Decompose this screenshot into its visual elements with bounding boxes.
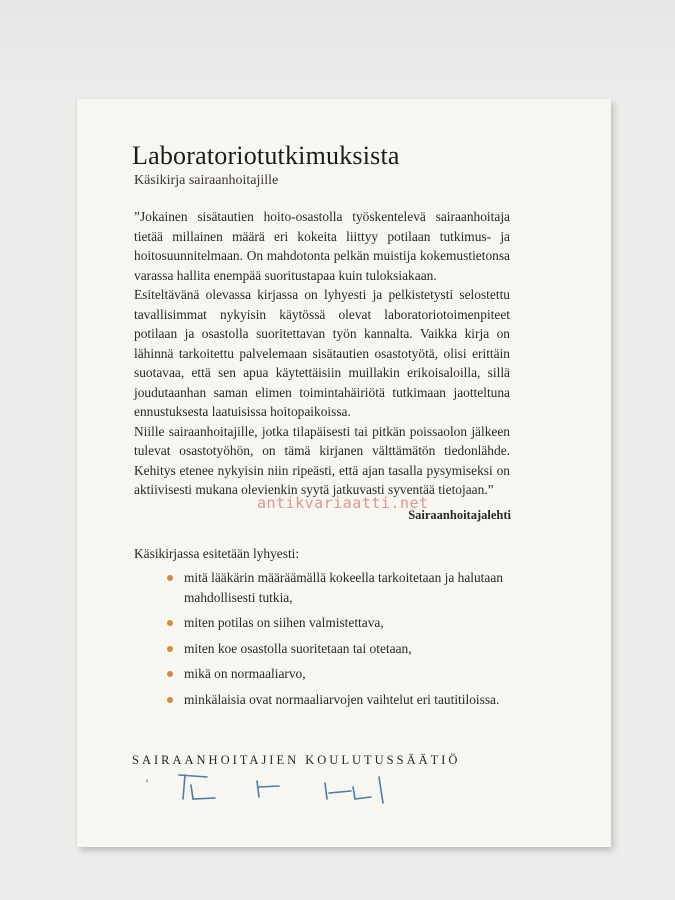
bullet-dot-icon [167,646,173,652]
bullet-dot-icon [167,671,173,677]
book-title: Laboratoriotutkimuksista [132,141,400,170]
quote-paragraph-3: Niille sairaanhoitajille, jotka tilapäisesti tai pitkän poissaolon jälkeen tulevat osastotyöhön, on tämä kirjanen välttämätön tiedonlähde. Kehitys etenee nykyisin niin ripeästi, että ajan tasalla pysymiseksi on aktiivisesti mukana olevienkin syytä jatkuvasti syventää tietojaan.” [134,423,510,497]
bullet-dot-icon [167,620,173,626]
quote-paragraph-2: Esiteltävänä olevassa kirjassa on lyhyesti ja pelkistetysti selostettu tavallisimmat nykyisin käytössä olevat laboratoriotoimenpiteet potilaan ja osastolla suoritettavan työn kannalta. Vaikka kirja on lähinnä tarkoitettu palvelemaan sisätautien osastotyötä, olisi erittäin suotavaa, että sen apua käytettäisiin muillakin erikoisaloilla, sillä joudutaanhan saman elimen toimintahäiriötä tutkimaan jaotteltuna ennustuksesta laatuisissa hoitopaikoissa. [134,287,510,419]
list-intro: Käsikirjassa esitetään lyhyesti: [134,546,300,561]
list-item: mikä on normaaliarvo, [134,664,514,684]
handwritten-signature-icon [167,769,407,809]
contents-list [134,568,514,715]
review-quote [134,207,510,500]
watermark-text: antikvariaatti.net [257,494,429,512]
quote-attribution: Sairaanhoitajalehti [408,508,511,522]
publisher-name: SAIRAANHOITAJIEN KOULUTUSSÄÄTIÖ [132,753,461,767]
list-item: miten koe osastolla suoritetaan tai otetaan, [134,639,514,659]
list-item: miten potilas on siihen valmistettava, [134,613,514,633]
book-back-cover [77,99,611,847]
background [0,0,675,110]
pencil-mark: ‘ [145,776,149,790]
quote-paragraph-1: ”Jokainen sisätautien hoito-osastolla työskentelevä sairaanhoitaja tietää millainen määrä eri kokeita liittyy potilaan tutkimus- ja hoitosuunnitelmaan. On mahdotonta pelkän muistija kokemustietonsa varassa hallita enempää suoritustapaa kuin tuloksiakaan. [134,209,510,283]
list-item: mitä lääkärin määräämällä kokeella tarkoitetaan ja halutaan mahdollisesti tutkia, [134,568,514,607]
book-subtitle: Käsikirja sairaanhoitajille [134,173,279,188]
bullet-dot-icon [167,575,173,581]
bullet-dot-icon [167,697,173,703]
list-item: minkälaisia ovat normaaliarvojen vaihtelut eri tautitiloissa. [134,690,514,710]
